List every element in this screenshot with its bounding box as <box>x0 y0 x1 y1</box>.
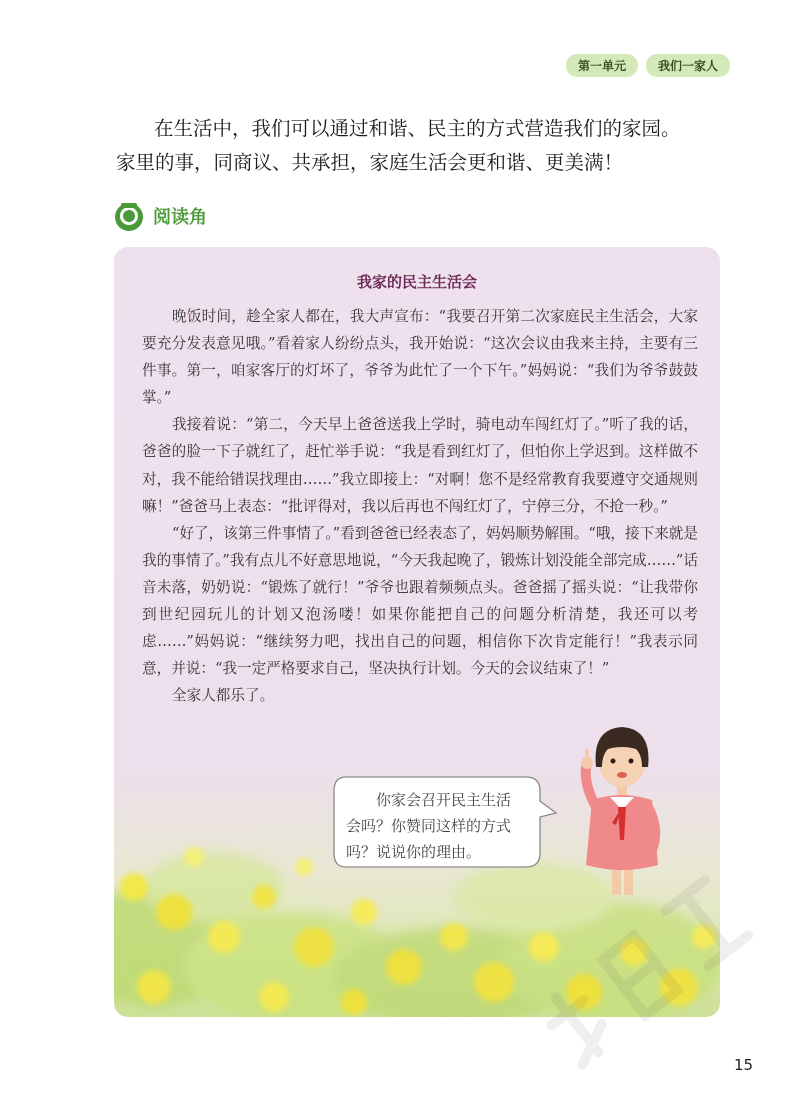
section-title: 阅读角 <box>153 207 207 228</box>
bubble-line-3: 吗？说说你的理由。 <box>346 843 482 861</box>
girl-illustration <box>562 715 672 915</box>
bubble-line-1: 你家会召开民主生活 <box>376 791 512 809</box>
reading-panel <box>114 247 720 1017</box>
bubble-line-2: 会吗？你赞同这样的方式 <box>346 817 512 835</box>
story-paragraph: 晚饭时间，趁全家人都在，我大声宣布：“我要召开第二次家庭民主生活会，大家要充分发表意见哦。”看着家人纷纷点头，我开始说：“这次会议由我来主持，主要有三件事。第一，咱家客厅的灯坏了，爷爷为此忙了一个下午。”妈妈说：“我们为爷爷鼓鼓掌。” <box>142 308 698 407</box>
speech-bubble <box>332 775 558 875</box>
header-tags <box>566 54 730 77</box>
intro-line-2: 家里的事，同商议、共承担，家庭生活会更和谐、更美满！ <box>116 151 624 174</box>
reading-corner-header <box>113 200 207 232</box>
lesson-tag: 我们一家人 <box>646 54 730 77</box>
intro-line-1: 在生活中，我们可以通过和谐、民主的方式营造我们的家园。 <box>154 117 681 140</box>
story-paragraph: 全家人都乐了。 <box>172 687 275 705</box>
bubble-text <box>346 787 532 865</box>
reading-corner-icon <box>113 200 145 232</box>
intro-text <box>116 112 736 180</box>
unit-tag: 第一单元 <box>566 54 638 77</box>
story-paragraph: 我接着说：“第二，今天早上爸爸送我上学时，骑电动车闯红灯了。”听了我的话，爸爸的脸一下子就红了，赶忙举手说：“我是看到红灯了，但怕你上学迟到。这样做不对，我不能给错误找理由……”我立即接上：“对啊！您不是经常教育我要遵守交通规则嘛！”爸爸马上表态：“批评得对，我以后再也不闯红灯了，宁停三分，不抢一秒。” <box>142 416 698 515</box>
page-number: 15 <box>734 1056 754 1074</box>
story-body <box>142 303 698 709</box>
story-paragraph: “好了，该第三件事情了。”看到爸爸已经表态了，妈妈顺势解围。“哦，接下来就是我的事情了。”我有点儿不好意思地说，“今天我起晚了，锻炼计划没能全部完成……”话音未落，奶奶说：“锻炼了就行！”爷爷也跟着频频点头。爸爸摇了摇头说：“让我带你到世纪园玩儿的计划又泡汤喽！如果你能把自己的问题分析清楚，我还可以考虑……”妈妈说：“继续努力吧，找出自己的问题，相信你下次肯定能行！”我表示同意，并说：“我一定严格要求自己，坚决执行计划。今天的会议结束了！” <box>142 524 698 678</box>
story-title: 我家的民主生活会 <box>356 273 477 291</box>
